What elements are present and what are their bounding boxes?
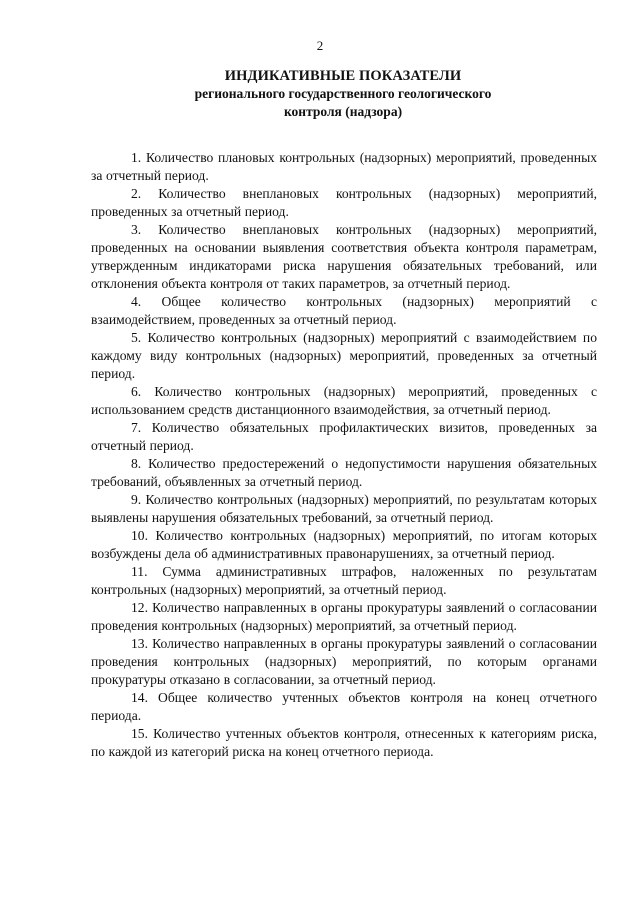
indicator-item-15: 15. Количество учтенных объектов контроля, отнесенных к категориям риска, по каждой из категорий риска на конец отчетного периода.	[91, 726, 597, 759]
indicator-item-10: 10. Количество контрольных (надзорных) мероприятий, по итогам которых возбуждены дела об административных правонарушениях, за отчетный период.	[91, 528, 597, 561]
indicator-item-14: 14. Общее количество учтенных объектов контроля на конец отчетного периода.	[91, 690, 597, 723]
document-subtitle-line-1: регионального государственного геологического	[194, 86, 492, 101]
indicator-item-7: 7. Количество обязательных профилактических визитов, проведенных за отчетный период.	[91, 420, 597, 453]
indicator-item-4: 4. Общее количество контрольных (надзорных) мероприятий с взаимодействием, проведенных за отчетный период.	[91, 294, 597, 327]
indicator-item-9: 9. Количество контрольных (надзорных) мероприятий, по результатам которых выявлены нарушения обязательных требований, за отчетный период.	[91, 492, 597, 525]
document-heading	[90, 67, 596, 121]
indicator-item-1: 1. Количество плановых контрольных (надзорных) мероприятий, проведенных за отчетный период.	[91, 150, 597, 183]
indicator-item-2: 2. Количество внеплановых контрольных (надзорных) мероприятий, проведенных за отчетный период.	[91, 186, 597, 219]
indicator-list	[91, 149, 597, 761]
indicator-item-5: 5. Количество контрольных (надзорных) мероприятий с взаимодействием по каждому виду контрольных (надзорных) мероприятий, проведенных за отчетный период.	[91, 330, 597, 381]
page-number: 2	[316, 38, 324, 53]
indicator-item-11: 11. Сумма административных штрафов, наложенных по результатам контрольных (надзорных) мероприятий, за отчетный период.	[91, 564, 597, 597]
indicator-item-3: 3. Количество внеплановых контрольных (надзорных) мероприятий, проведенных на основании выявления соответствия объекта контроля параметрам, утвержденным индикаторами риска нарушения обязательных требований, или отклонения объекта контроля от таких параметров, за отчетный период.	[91, 222, 597, 291]
document-title: ИНДИКАТИВНЫЕ ПОКАЗАТЕЛИ	[224, 68, 462, 84]
indicator-item-8: 8. Количество предостережений о недопустимости нарушения обязательных требований, объявленных за отчетный период.	[91, 456, 597, 489]
document-subtitle-line-2: контроля (надзора)	[283, 104, 403, 119]
indicator-item-13: 13. Количество направленных в органы прокуратуры заявлений о согласовании проведения контрольных (надзорных) мероприятий, по которым органами прокуратуры отказано в согласовании, за отчетный период.	[91, 636, 597, 687]
indicator-item-12: 12. Количество направленных в органы прокуратуры заявлений о согласовании проведения контрольных (надзорных) мероприятий, за отчетный период.	[91, 600, 597, 633]
indicator-item-6: 6. Количество контрольных (надзорных) мероприятий, проведенных с использованием средств дистанционного взаимодействия, за отчетный период.	[91, 384, 597, 417]
